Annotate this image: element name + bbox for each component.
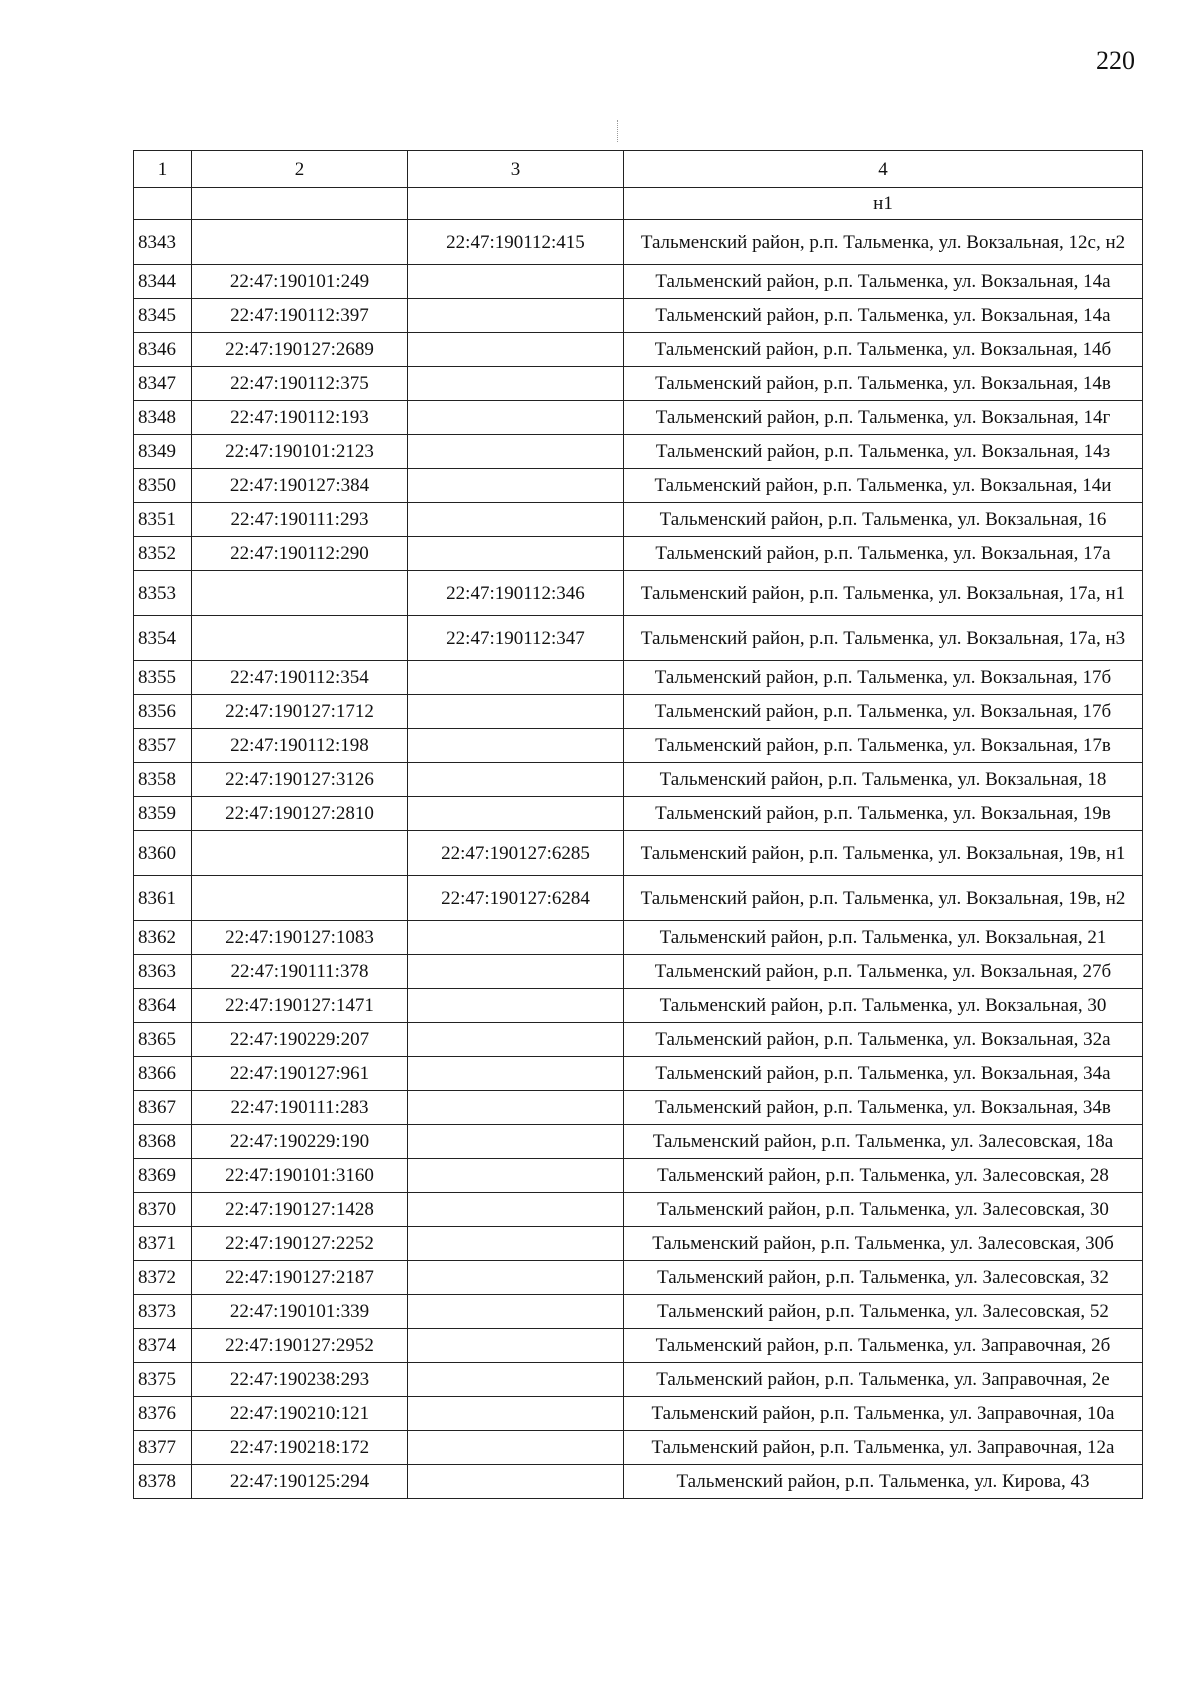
table-row <box>134 1295 1143 1329</box>
cadastral-number-alt-cell: 22:47:190112:415 <box>408 220 624 265</box>
cadastral-number-cell <box>192 876 408 921</box>
table-row <box>134 333 1143 367</box>
table-row <box>134 763 1143 797</box>
cadastral-number-cell <box>192 220 408 265</box>
row-number-cell: 8378 <box>134 1465 192 1499</box>
row-number-cell: 8357 <box>134 729 192 763</box>
row-number-cell: 8376 <box>134 1397 192 1431</box>
row-number-cell: 8351 <box>134 503 192 537</box>
table-row <box>134 729 1143 763</box>
cadastral-number-alt-cell <box>408 503 624 537</box>
row-number-cell: 8371 <box>134 1227 192 1261</box>
cadastral-number-alt-cell <box>408 1431 624 1465</box>
cadastral-number-cell: 22:47:190127:961 <box>192 1057 408 1091</box>
row-number-cell: 8346 <box>134 333 192 367</box>
address-cell: Тальменский район, р.п. Тальменка, ул. Заправочная, 2б <box>624 1329 1143 1363</box>
row-number-cell: 8345 <box>134 299 192 333</box>
table-row <box>134 989 1143 1023</box>
address-cell: Тальменский район, р.п. Тальменка, ул. Вокзальная, 14а <box>624 265 1143 299</box>
cadastral-number-cell: 22:47:190229:190 <box>192 1125 408 1159</box>
cadastral-number-cell: 22:47:190127:1083 <box>192 921 408 955</box>
address-cell: Тальменский район, р.п. Тальменка, ул. Вокзальная, 17б <box>624 695 1143 729</box>
row-number-cell: 8359 <box>134 797 192 831</box>
table-row <box>134 1227 1143 1261</box>
cadastral-number-alt-cell <box>408 921 624 955</box>
cadastral-number-alt-cell <box>408 1091 624 1125</box>
table-row <box>134 503 1143 537</box>
row-number-cell: 8355 <box>134 661 192 695</box>
column-number-header-row <box>134 151 1143 188</box>
cadastral-number-alt-cell <box>408 955 624 989</box>
address-cell: Тальменский район, р.п. Тальменка, ул. Залесовская, 52 <box>624 1295 1143 1329</box>
address-cell: Тальменский район, р.п. Тальменка, ул. Вокзальная, 17а, н1 <box>624 571 1143 616</box>
row-number-cell: 8349 <box>134 435 192 469</box>
continuation-cell-2 <box>192 188 408 220</box>
cadastral-number-cell: 22:47:190127:1428 <box>192 1193 408 1227</box>
address-cell: Тальменский район, р.п. Тальменка, ул. Вокзальная, 32а <box>624 1023 1143 1057</box>
table-row <box>134 1023 1143 1057</box>
continuation-cell-4: н1 <box>624 188 1143 220</box>
address-cell: Тальменский район, р.п. Тальменка, ул. Вокзальная, 16 <box>624 503 1143 537</box>
table-row <box>134 367 1143 401</box>
row-number-cell: 8343 <box>134 220 192 265</box>
table-row <box>134 921 1143 955</box>
table-row <box>134 831 1143 876</box>
cadastral-number-alt-cell <box>408 729 624 763</box>
cadastral-number-alt-cell <box>408 1465 624 1499</box>
address-cell: Тальменский район, р.п. Тальменка, ул. Вокзальная, 18 <box>624 763 1143 797</box>
row-number-cell: 8377 <box>134 1431 192 1465</box>
cadastral-number-cell <box>192 831 408 876</box>
address-cell: Тальменский район, р.п. Тальменка, ул. Залесовская, 30 <box>624 1193 1143 1227</box>
table-row <box>134 537 1143 571</box>
row-number-cell: 8367 <box>134 1091 192 1125</box>
cadastral-number-cell: 22:47:190101:339 <box>192 1295 408 1329</box>
cadastral-number-alt-cell <box>408 401 624 435</box>
row-number-cell: 8352 <box>134 537 192 571</box>
cadastral-number-cell: 22:47:190127:1471 <box>192 989 408 1023</box>
cadastral-number-alt-cell: 22:47:190112:347 <box>408 616 624 661</box>
cadastral-number-cell: 22:47:190101:3160 <box>192 1159 408 1193</box>
address-cell: Тальменский район, р.п. Тальменка, ул. Вокзальная, 14и <box>624 469 1143 503</box>
cadastral-number-alt-cell <box>408 1397 624 1431</box>
address-cell: Тальменский район, р.п. Тальменка, ул. Вокзальная, 34в <box>624 1091 1143 1125</box>
table-row <box>134 469 1143 503</box>
page-number: 220 <box>1096 46 1135 75</box>
row-number-cell: 8370 <box>134 1193 192 1227</box>
cadastral-number-cell: 22:47:190111:283 <box>192 1091 408 1125</box>
table-row <box>134 265 1143 299</box>
row-number-cell: 8375 <box>134 1363 192 1397</box>
table-row <box>134 661 1143 695</box>
row-number-cell: 8363 <box>134 955 192 989</box>
column-number-1: 1 <box>134 151 192 188</box>
address-cell: Тальменский район, р.п. Тальменка, ул. Залесовская, 30б <box>624 1227 1143 1261</box>
column-number-3: 3 <box>408 151 624 188</box>
property-registry-table <box>133 150 1143 1499</box>
cadastral-number-cell: 22:47:190112:198 <box>192 729 408 763</box>
row-number-cell: 8373 <box>134 1295 192 1329</box>
cadastral-number-alt-cell <box>408 1261 624 1295</box>
address-cell: Тальменский район, р.п. Тальменка, ул. Вокзальная, 14з <box>624 435 1143 469</box>
address-cell: Тальменский район, р.п. Тальменка, ул. Залесовская, 28 <box>624 1159 1143 1193</box>
table-row <box>134 1159 1143 1193</box>
cadastral-number-alt-cell <box>408 989 624 1023</box>
row-number-cell: 8353 <box>134 571 192 616</box>
address-cell: Тальменский район, р.п. Тальменка, ул. Вокзальная, 19в, н1 <box>624 831 1143 876</box>
table-row <box>134 616 1143 661</box>
row-number-cell: 8350 <box>134 469 192 503</box>
cadastral-number-alt-cell <box>408 1329 624 1363</box>
address-cell: Тальменский район, р.п. Тальменка, ул. Вокзальная, 21 <box>624 921 1143 955</box>
address-cell: Тальменский район, р.п. Тальменка, ул. Заправочная, 2е <box>624 1363 1143 1397</box>
address-cell: Тальменский район, р.п. Тальменка, ул. Вокзальная, 17в <box>624 729 1143 763</box>
row-number-cell: 8368 <box>134 1125 192 1159</box>
address-cell: Тальменский район, р.п. Тальменка, ул. Вокзальная, 17а <box>624 537 1143 571</box>
table-row <box>134 1431 1143 1465</box>
table-row <box>134 1329 1143 1363</box>
row-number-cell: 8347 <box>134 367 192 401</box>
cadastral-number-alt-cell <box>408 1193 624 1227</box>
address-cell: Тальменский район, р.п. Тальменка, ул. Вокзальная, 14в <box>624 367 1143 401</box>
address-cell: Тальменский район, р.п. Тальменка, ул. Вокзальная, 34а <box>624 1057 1143 1091</box>
cadastral-number-alt-cell <box>408 265 624 299</box>
table-row <box>134 695 1143 729</box>
cadastral-number-cell: 22:47:190127:3126 <box>192 763 408 797</box>
table-row <box>134 1125 1143 1159</box>
cadastral-number-alt-cell <box>408 695 624 729</box>
cadastral-number-cell: 22:47:190127:2952 <box>192 1329 408 1363</box>
cadastral-number-cell: 22:47:190127:2252 <box>192 1227 408 1261</box>
cadastral-number-cell: 22:47:190238:293 <box>192 1363 408 1397</box>
table-row <box>134 1091 1143 1125</box>
table-row <box>134 876 1143 921</box>
cadastral-number-cell: 22:47:190127:2689 <box>192 333 408 367</box>
cadastral-number-alt-cell <box>408 537 624 571</box>
cadastral-number-alt-cell <box>408 299 624 333</box>
cadastral-number-alt-cell <box>408 1159 624 1193</box>
cadastral-number-cell: 22:47:190210:121 <box>192 1397 408 1431</box>
cadastral-number-alt-cell: 22:47:190112:346 <box>408 571 624 616</box>
continuation-cell-3 <box>408 188 624 220</box>
address-cell: Тальменский район, р.п. Тальменка, ул. Вокзальная, 14г <box>624 401 1143 435</box>
cadastral-number-alt-cell <box>408 1125 624 1159</box>
address-cell: Тальменский район, р.п. Тальменка, ул. Вокзальная, 17а, н3 <box>624 616 1143 661</box>
table-row <box>134 1057 1143 1091</box>
row-number-cell: 8356 <box>134 695 192 729</box>
cadastral-number-alt-cell <box>408 469 624 503</box>
cadastral-number-alt-cell <box>408 333 624 367</box>
column-number-4: 4 <box>624 151 1143 188</box>
address-cell: Тальменский район, р.п. Тальменка, ул. Заправочная, 12а <box>624 1431 1143 1465</box>
cadastral-number-alt-cell <box>408 1363 624 1397</box>
row-number-cell: 8354 <box>134 616 192 661</box>
cadastral-number-cell: 22:47:190112:375 <box>192 367 408 401</box>
address-cell: Тальменский район, р.п. Тальменка, ул. Вокзальная, 17б <box>624 661 1143 695</box>
continuation-row <box>134 188 1143 220</box>
cadastral-number-alt-cell <box>408 367 624 401</box>
cadastral-number-cell <box>192 616 408 661</box>
row-number-cell: 8358 <box>134 763 192 797</box>
row-number-cell: 8369 <box>134 1159 192 1193</box>
cadastral-number-alt-cell: 22:47:190127:6285 <box>408 831 624 876</box>
cadastral-number-alt-cell <box>408 435 624 469</box>
registry-table-body <box>134 151 1143 1499</box>
cadastral-number-cell: 22:47:190101:2123 <box>192 435 408 469</box>
cadastral-number-cell: 22:47:190229:207 <box>192 1023 408 1057</box>
address-cell: Тальменский район, р.п. Тальменка, ул. Вокзальная, 27б <box>624 955 1143 989</box>
address-cell: Тальменский район, р.п. Тальменка, ул. Вокзальная, 14а <box>624 299 1143 333</box>
cadastral-number-alt-cell <box>408 797 624 831</box>
address-cell: Тальменский район, р.п. Тальменка, ул. Вокзальная, 19в, н2 <box>624 876 1143 921</box>
cadastral-number-alt-cell <box>408 1227 624 1261</box>
cadastral-number-cell: 22:47:190112:397 <box>192 299 408 333</box>
row-number-cell: 8365 <box>134 1023 192 1057</box>
table-row <box>134 955 1143 989</box>
cadastral-number-cell: 22:47:190127:1712 <box>192 695 408 729</box>
table-row <box>134 401 1143 435</box>
cadastral-number-cell: 22:47:190101:249 <box>192 265 408 299</box>
address-cell: Тальменский район, р.п. Тальменка, ул. Кирова, 43 <box>624 1465 1143 1499</box>
row-number-cell: 8348 <box>134 401 192 435</box>
row-number-cell: 8364 <box>134 989 192 1023</box>
table-row <box>134 1465 1143 1499</box>
scan-artifact-mark <box>617 120 619 142</box>
cadastral-number-cell: 22:47:190127:2187 <box>192 1261 408 1295</box>
table-row <box>134 1261 1143 1295</box>
address-cell: Тальменский район, р.п. Тальменка, ул. Вокзальная, 12с, н2 <box>624 220 1143 265</box>
row-number-cell: 8366 <box>134 1057 192 1091</box>
cadastral-number-alt-cell: 22:47:190127:6284 <box>408 876 624 921</box>
row-number-cell: 8362 <box>134 921 192 955</box>
row-number-cell: 8372 <box>134 1261 192 1295</box>
table-row <box>134 1363 1143 1397</box>
cadastral-number-cell: 22:47:190125:294 <box>192 1465 408 1499</box>
cadastral-number-cell: 22:47:190112:193 <box>192 401 408 435</box>
table-row <box>134 220 1143 265</box>
cadastral-number-cell: 22:47:190112:354 <box>192 661 408 695</box>
table-row <box>134 797 1143 831</box>
row-number-cell: 8344 <box>134 265 192 299</box>
cadastral-number-alt-cell <box>408 1057 624 1091</box>
row-number-cell: 8361 <box>134 876 192 921</box>
table-row <box>134 1193 1143 1227</box>
cadastral-number-alt-cell <box>408 1023 624 1057</box>
cadastral-number-cell: 22:47:190127:384 <box>192 469 408 503</box>
address-cell: Тальменский район, р.п. Тальменка, ул. Вокзальная, 19в <box>624 797 1143 831</box>
address-cell: Тальменский район, р.п. Тальменка, ул. Вокзальная, 30 <box>624 989 1143 1023</box>
column-number-2: 2 <box>192 151 408 188</box>
cadastral-number-alt-cell <box>408 763 624 797</box>
cadastral-number-cell: 22:47:190218:172 <box>192 1431 408 1465</box>
table-row <box>134 435 1143 469</box>
table-row <box>134 571 1143 616</box>
address-cell: Тальменский район, р.п. Тальменка, ул. Заправочная, 10а <box>624 1397 1143 1431</box>
address-cell: Тальменский район, р.п. Тальменка, ул. Залесовская, 32 <box>624 1261 1143 1295</box>
table-row <box>134 299 1143 333</box>
cadastral-number-cell <box>192 571 408 616</box>
cadastral-number-cell: 22:47:190111:378 <box>192 955 408 989</box>
cadastral-number-cell: 22:47:190112:290 <box>192 537 408 571</box>
row-number-cell: 8360 <box>134 831 192 876</box>
cadastral-number-alt-cell <box>408 661 624 695</box>
cadastral-number-cell: 22:47:190127:2810 <box>192 797 408 831</box>
cadastral-number-alt-cell <box>408 1295 624 1329</box>
table-row <box>134 1397 1143 1431</box>
address-cell: Тальменский район, р.п. Тальменка, ул. Залесовская, 18а <box>624 1125 1143 1159</box>
address-cell: Тальменский район, р.п. Тальменка, ул. Вокзальная, 14б <box>624 333 1143 367</box>
row-number-cell: 8374 <box>134 1329 192 1363</box>
continuation-cell-1 <box>134 188 192 220</box>
cadastral-number-cell: 22:47:190111:293 <box>192 503 408 537</box>
